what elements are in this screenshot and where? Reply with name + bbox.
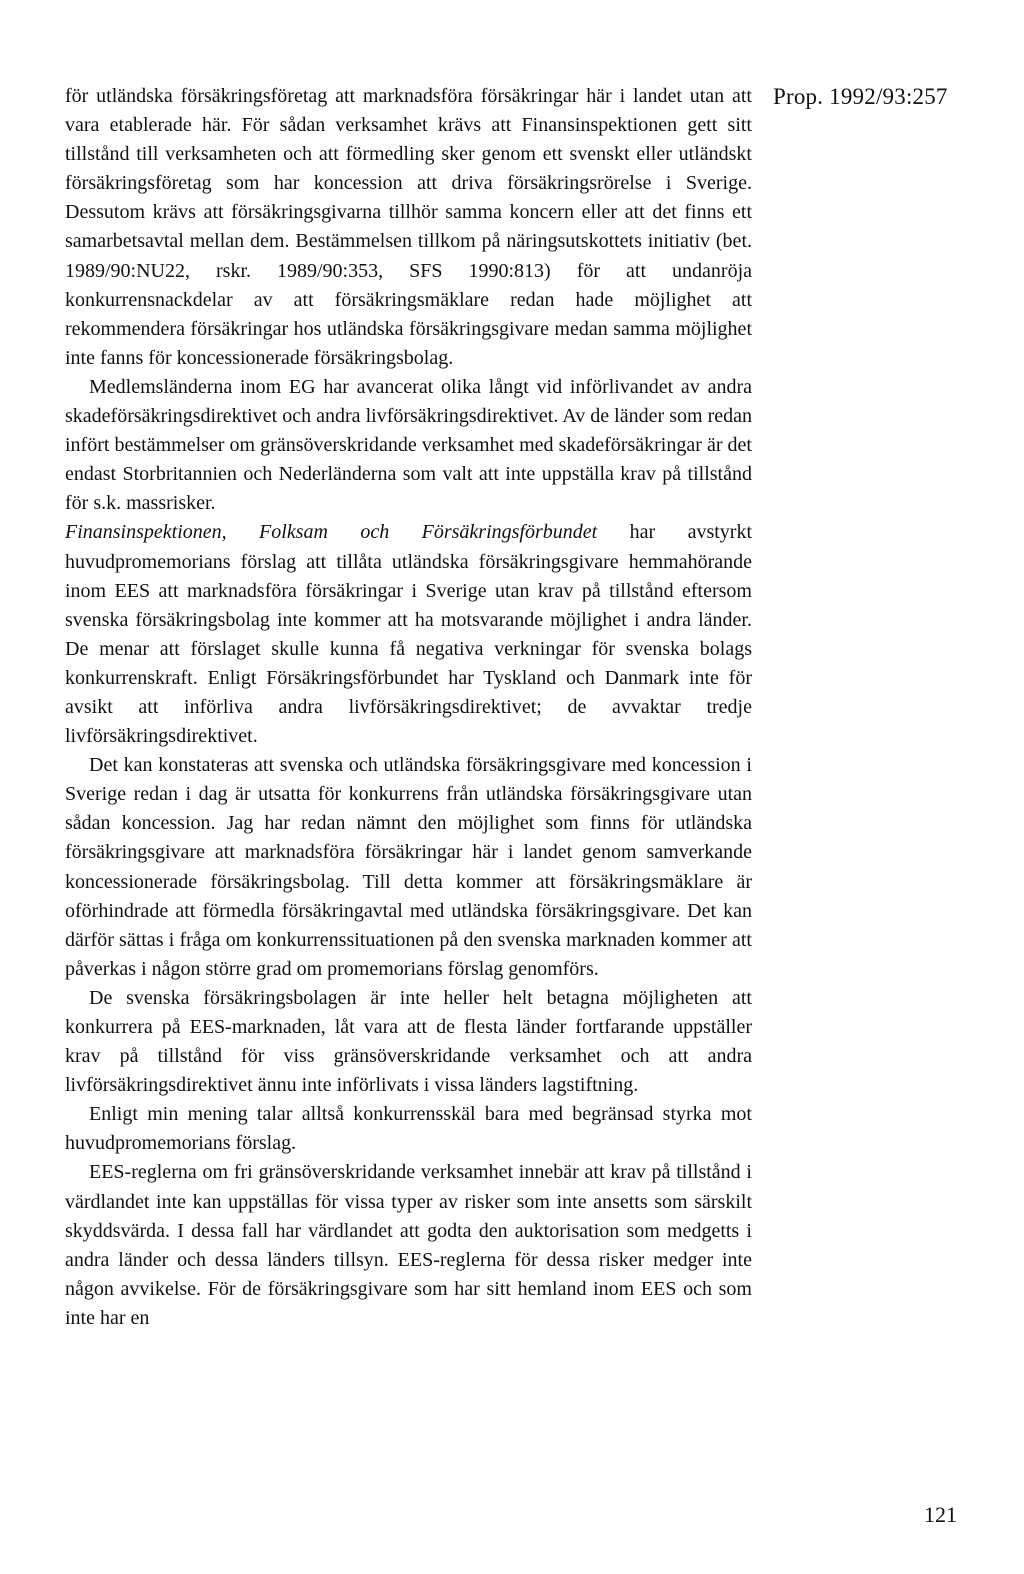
paragraph-1: för utländska försäkringsföretag att marknadsföra försäkringar här i landet utan att vara etablerade här. För sådan verksamhet krävs att Finansinspektionen gett sitt tillstånd till verksamheten och att förmedling sker genom ett svenskt eller utländskt försäkringsföretag som har koncession att driva försäkringsrörelse i Sverige. Dessutom krävs att försäkringsgivarna tillhör samma koncern eller att det finns ett samarbetsavtal mellan dem. Bestämmelsen tillkom på näringsutskottets initiativ (bet. 1989/90:NU22, rskr. 1989/90:353, SFS 1990:813) för att undanröja konkurrensnackdelar av att försäkringsmäklare redan hade möjlighet att rekommendera försäkringar hos utländska försäkringsgivare medan samma möjlighet inte fanns för koncessionerade försäkringsbolag.	[65, 85, 752, 369]
paragraph-5: De svenska försäkringsbolagen är inte heller helt betagna möjligheten att konkurrera på EES-marknaden, låt vara att de flesta länder fortfarande uppställer krav på tillstånd för viss gränsöverskridande verksamhet och att andra livförsäkringsdirektivet ännu inte införlivats i vissa länders lagstiftning.	[65, 986, 752, 1097]
paragraph-3-text: har avstyrkt huvudpromemorians förslag att tillåta utländska försäkringsgivare hemmahörande inom EES att marknadsföra försäkringar i Sverige utan krav på tillstånd eftersom svenska försäkringsbolag inte kommer att ha motsvarande möjlighet i andra länder. De menar att förslaget skulle kunna få negativa verkningar för svenska bolags konkurrenskraft. Enligt Försäkringsförbundet har Tyskland och Danmark inte för avsikt att införliva andra livförsäkringsdirektivet; de avvaktar tredje livförsäkringsdirektivet.	[65, 521, 752, 748]
proposition-reference: Prop. 1992/93:257	[773, 84, 948, 109]
paragraph-7: EES-reglerna om fri gränsöverskridande verksamhet innebär att krav på tillstånd i värdlandet inte kan uppställas för vissa typer av risker som inte ansetts som särskilt skyddsvärda. I dessa fall har värdlandet att godta den auktorisation som medgetts i andra länder och dessa länders tillsyn. EES-reglerna för dessa risker medger inte någon avvikelse. För de försäkringsgivare som har sitt hemland inom EES och som inte har en	[65, 1161, 752, 1329]
paragraph-4: Det kan konstateras att svenska och utländska försäkringsgivare med koncession i Sverige redan i dag är utsatta för konkurrens från utländska försäkringsgivare utan sådan koncession. Jag har redan nämnt den möjlighet som finns för utländska försäkringsgivare att marknadsföra försäkringar här i landet genom samverkande koncessionerade försäkringsbolag. Till detta kommer att försäkringsmäklare är oförhindrade att förmedla försäkringavtal med utländska försäkringsgivare. Det kan därför sättas i fråga om konkurrenssituationen på den svenska marknaden kommer att påverkas i någon större grad om promemorians förslag genomförs.	[65, 754, 752, 980]
paragraph-3	[65, 518, 752, 751]
italic-organizations: Finansinspektionen, Folksam och Försäkringsförbundet	[65, 521, 598, 544]
body-text	[65, 82, 752, 1333]
paragraph-2: Medlemsländerna inom EG har avancerat olika långt vid införlivandet av andra skadeförsäkringsdirektivet och andra livförsäkringsdirektivet. Av de länder som redan infört bestämmelser om gränsöverskridande verksamhet med skadeförsäkringar är det endast Storbritannien och Nederländerna som valt att inte uppställa krav på tillstånd för s.k. massrisker.	[65, 375, 752, 515]
paragraph-6: Enligt min mening talar alltså konkurrensskäl bara med begränsad styrka mot huvudpromemorians förslag.	[65, 1103, 752, 1155]
page-number: 121	[924, 1502, 957, 1527]
